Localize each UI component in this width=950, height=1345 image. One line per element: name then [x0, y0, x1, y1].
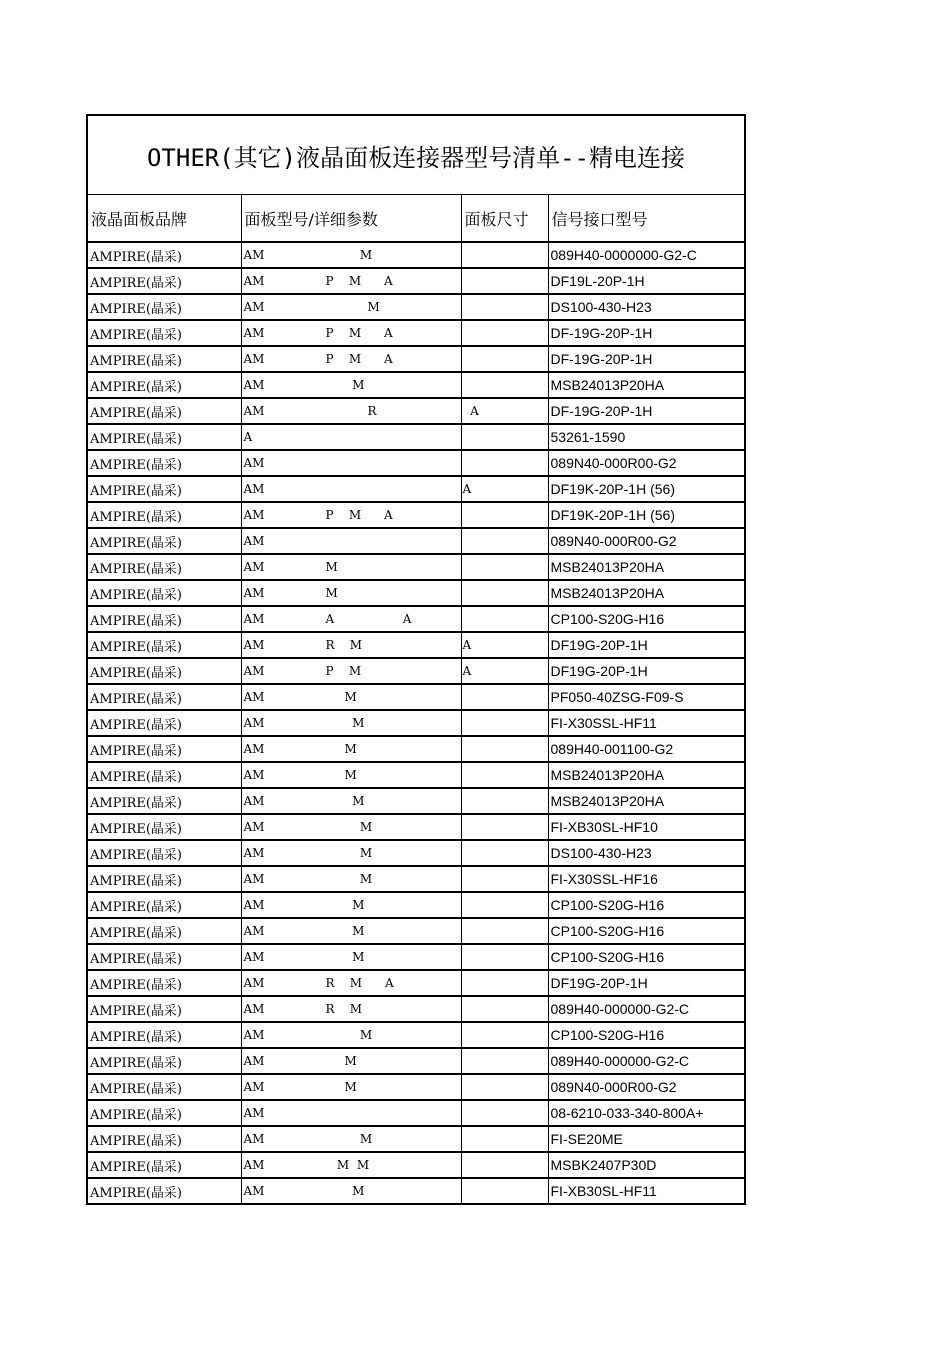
cell-connector: MSB24013P20HA [548, 788, 746, 814]
cell-connector: 53261-1590 [548, 424, 746, 450]
cell-brand: AMPIRE(晶采) [88, 320, 241, 346]
cell-connector: 089H40-000000-G2-C [548, 1048, 746, 1074]
cell-size [461, 996, 548, 1022]
cell-connector: CP100-S20G-H16 [548, 918, 746, 944]
cell-brand: AMPIRE(晶采) [88, 1048, 241, 1074]
cell-model: AM M [241, 684, 461, 710]
cell-size [461, 866, 548, 892]
cell-size [461, 424, 548, 450]
table-row [88, 762, 746, 788]
cell-size [461, 346, 548, 372]
cell-model: AM M [241, 372, 461, 398]
cell-connector: CP100-S20G-H16 [548, 606, 746, 632]
table-row [88, 814, 746, 840]
cell-brand: AMPIRE(晶采) [88, 476, 241, 502]
cell-brand: AMPIRE(晶采) [88, 502, 241, 528]
table-row [88, 840, 746, 866]
table-row [88, 242, 746, 268]
cell-size [461, 918, 548, 944]
cell-model: AM P M A [241, 346, 461, 372]
cell-model: AM M [241, 892, 461, 918]
table-row [88, 554, 746, 580]
cell-connector: 089H40-001100-G2 [548, 736, 746, 762]
cell-size [461, 372, 548, 398]
cell-size [461, 970, 548, 996]
cell-brand: AMPIRE(晶采) [88, 242, 241, 268]
table-row [88, 970, 746, 996]
cell-connector: DS100-430-H23 [548, 294, 746, 320]
cell-brand: AMPIRE(晶采) [88, 346, 241, 372]
cell-connector: MSB24013P20HA [548, 762, 746, 788]
cell-connector: MSB24013P20HA [548, 372, 746, 398]
cell-model: AM R M [241, 996, 461, 1022]
cell-connector: 089N40-000R00-G2 [548, 450, 746, 476]
cell-model: AM [241, 528, 461, 554]
cell-size [461, 814, 548, 840]
table-row [88, 918, 746, 944]
table-row [88, 1152, 746, 1178]
cell-size [461, 1048, 548, 1074]
cell-brand: AMPIRE(晶采) [88, 1100, 241, 1126]
cell-brand: AMPIRE(晶采) [88, 580, 241, 606]
cell-connector: FI-XB30SL-HF11 [548, 1178, 746, 1204]
connector-table [88, 195, 746, 1205]
cell-connector: FI-SE20ME [548, 1126, 746, 1152]
table-row [88, 606, 746, 632]
cell-model: AM M [241, 1178, 461, 1204]
cell-brand: AMPIRE(晶采) [88, 268, 241, 294]
header-model: 面板型号/详细参数 [241, 195, 461, 242]
cell-brand: AMPIRE(晶采) [88, 424, 241, 450]
table-row [88, 1178, 746, 1204]
cell-size: A [461, 632, 548, 658]
cell-brand: AMPIRE(晶采) [88, 866, 241, 892]
cell-brand: AMPIRE(晶采) [88, 710, 241, 736]
cell-connector: DF19G-20P-1H [548, 970, 746, 996]
table-row [88, 1048, 746, 1074]
cell-connector: 089H40-0000000-G2-C [548, 242, 746, 268]
cell-brand: AMPIRE(晶采) [88, 970, 241, 996]
cell-size [461, 710, 548, 736]
cell-model: AM M [241, 1126, 461, 1152]
cell-size [461, 528, 548, 554]
cell-connector: DF-19G-20P-1H [548, 320, 746, 346]
cell-size [461, 502, 548, 528]
cell-size: A [461, 398, 548, 424]
header-connector: 信号接口型号 [548, 195, 746, 242]
cell-size [461, 1022, 548, 1048]
cell-brand: AMPIRE(晶采) [88, 606, 241, 632]
cell-brand: AMPIRE(晶采) [88, 294, 241, 320]
table-row [88, 1100, 746, 1126]
cell-connector: DF19L-20P-1H [548, 268, 746, 294]
cell-brand: AMPIRE(晶采) [88, 840, 241, 866]
cell-model: AM R [241, 398, 461, 424]
cell-connector: FI-X30SSL-HF16 [548, 866, 746, 892]
cell-brand: AMPIRE(晶采) [88, 398, 241, 424]
cell-size [461, 580, 548, 606]
cell-brand: AMPIRE(晶采) [88, 892, 241, 918]
cell-model: AM M [241, 918, 461, 944]
table-row [88, 1022, 746, 1048]
cell-model: AM P M [241, 658, 461, 684]
cell-connector: FI-X30SSL-HF11 [548, 710, 746, 736]
cell-model: AM M [241, 580, 461, 606]
table-row [88, 580, 746, 606]
cell-brand: AMPIRE(晶采) [88, 684, 241, 710]
header-row [88, 195, 746, 242]
table-row [88, 398, 746, 424]
cell-brand: AMPIRE(晶采) [88, 554, 241, 580]
table-row [88, 372, 746, 398]
sheet-title: OTHER(其它)液晶面板连接器型号清单--精电连接 [88, 116, 744, 195]
cell-connector: 089N40-000R00-G2 [548, 528, 746, 554]
cell-size [461, 788, 548, 814]
cell-brand: AMPIRE(晶采) [88, 788, 241, 814]
table-row [88, 476, 746, 502]
cell-connector: 089N40-000R00-G2 [548, 1074, 746, 1100]
cell-connector: CP100-S20G-H16 [548, 1022, 746, 1048]
cell-model: AM M [241, 710, 461, 736]
cell-model: AM [241, 476, 461, 502]
table-row [88, 346, 746, 372]
cell-size: A [461, 476, 548, 502]
cell-model: A [241, 424, 461, 450]
cell-model: AM M [241, 788, 461, 814]
cell-size [461, 840, 548, 866]
cell-connector: DF19G-20P-1H [548, 658, 746, 684]
cell-size [461, 320, 548, 346]
cell-size [461, 1100, 548, 1126]
table-row [88, 1074, 746, 1100]
cell-size [461, 1074, 548, 1100]
cell-brand: AMPIRE(晶采) [88, 736, 241, 762]
cell-size [461, 944, 548, 970]
cell-brand: AMPIRE(晶采) [88, 372, 241, 398]
cell-size [461, 684, 548, 710]
table-row [88, 684, 746, 710]
header-brand: 液晶面板品牌 [88, 195, 241, 242]
cell-model: AM M [241, 294, 461, 320]
table-row [88, 710, 746, 736]
cell-model: AM R M A [241, 970, 461, 996]
cell-brand: AMPIRE(晶采) [88, 1178, 241, 1204]
cell-model: AM R M [241, 632, 461, 658]
cell-model: AM M [241, 554, 461, 580]
cell-size [461, 268, 548, 294]
cell-model: AM M [241, 1048, 461, 1074]
cell-model: AM M [241, 242, 461, 268]
table-row [88, 528, 746, 554]
cell-size [461, 892, 548, 918]
cell-brand: AMPIRE(晶采) [88, 1126, 241, 1152]
cell-brand: AMPIRE(晶采) [88, 762, 241, 788]
cell-model: AM P M A [241, 268, 461, 294]
cell-model: AM A A [241, 606, 461, 632]
table-row [88, 996, 746, 1022]
table-row [88, 658, 746, 684]
cell-connector: DS100-430-H23 [548, 840, 746, 866]
cell-size [461, 1126, 548, 1152]
cell-brand: AMPIRE(晶采) [88, 632, 241, 658]
cell-model: AM M [241, 944, 461, 970]
cell-brand: AMPIRE(晶采) [88, 944, 241, 970]
table-row [88, 268, 746, 294]
cell-model: AM M [241, 814, 461, 840]
cell-connector: CP100-S20G-H16 [548, 944, 746, 970]
table-row [88, 1126, 746, 1152]
cell-connector: PF050-40ZSG-F09-S [548, 684, 746, 710]
cell-model: AM M [241, 866, 461, 892]
cell-size [461, 554, 548, 580]
cell-brand: AMPIRE(晶采) [88, 528, 241, 554]
cell-model: AM M [241, 1022, 461, 1048]
cell-model: AM [241, 450, 461, 476]
cell-model: AM [241, 1100, 461, 1126]
cell-brand: AMPIRE(晶采) [88, 658, 241, 684]
cell-model: AM M [241, 736, 461, 762]
cell-connector: DF19K-20P-1H (56) [548, 476, 746, 502]
cell-brand: AMPIRE(晶采) [88, 450, 241, 476]
connector-list-sheet [86, 114, 746, 1205]
cell-connector: MSBK2407P30D [548, 1152, 746, 1178]
cell-size [461, 450, 548, 476]
cell-size [461, 762, 548, 788]
cell-size: A [461, 658, 548, 684]
table-row [88, 892, 746, 918]
cell-model: AM M [241, 762, 461, 788]
table-row [88, 944, 746, 970]
cell-connector: DF-19G-20P-1H [548, 398, 746, 424]
cell-model: AM P M A [241, 502, 461, 528]
cell-connector: CP100-S20G-H16 [548, 892, 746, 918]
table-row [88, 736, 746, 762]
cell-model: AM M [241, 1074, 461, 1100]
cell-model: AM P M A [241, 320, 461, 346]
cell-brand: AMPIRE(晶采) [88, 1152, 241, 1178]
cell-connector: DF19K-20P-1H (56) [548, 502, 746, 528]
table-row [88, 632, 746, 658]
table-row [88, 866, 746, 892]
header-size: 面板尺寸 [461, 195, 548, 242]
cell-size [461, 294, 548, 320]
cell-connector: MSB24013P20HA [548, 554, 746, 580]
cell-brand: AMPIRE(晶采) [88, 1022, 241, 1048]
cell-brand: AMPIRE(晶采) [88, 1074, 241, 1100]
table-row [88, 450, 746, 476]
cell-connector: DF19G-20P-1H [548, 632, 746, 658]
table-row [88, 424, 746, 450]
table-row [88, 320, 746, 346]
cell-connector: DF-19G-20P-1H [548, 346, 746, 372]
cell-size [461, 606, 548, 632]
cell-connector: 08-6210-033-340-800A+ [548, 1100, 746, 1126]
cell-brand: AMPIRE(晶采) [88, 918, 241, 944]
cell-connector: 089H40-000000-G2-C [548, 996, 746, 1022]
cell-size [461, 1178, 548, 1204]
cell-size [461, 242, 548, 268]
table-row [88, 788, 746, 814]
cell-model: AM M M [241, 1152, 461, 1178]
table-row [88, 502, 746, 528]
cell-brand: AMPIRE(晶采) [88, 996, 241, 1022]
cell-brand: AMPIRE(晶采) [88, 814, 241, 840]
table-row [88, 294, 746, 320]
cell-size [461, 1152, 548, 1178]
cell-connector: FI-XB30SL-HF10 [548, 814, 746, 840]
cell-size [461, 736, 548, 762]
cell-model: AM M [241, 840, 461, 866]
cell-connector: MSB24013P20HA [548, 580, 746, 606]
